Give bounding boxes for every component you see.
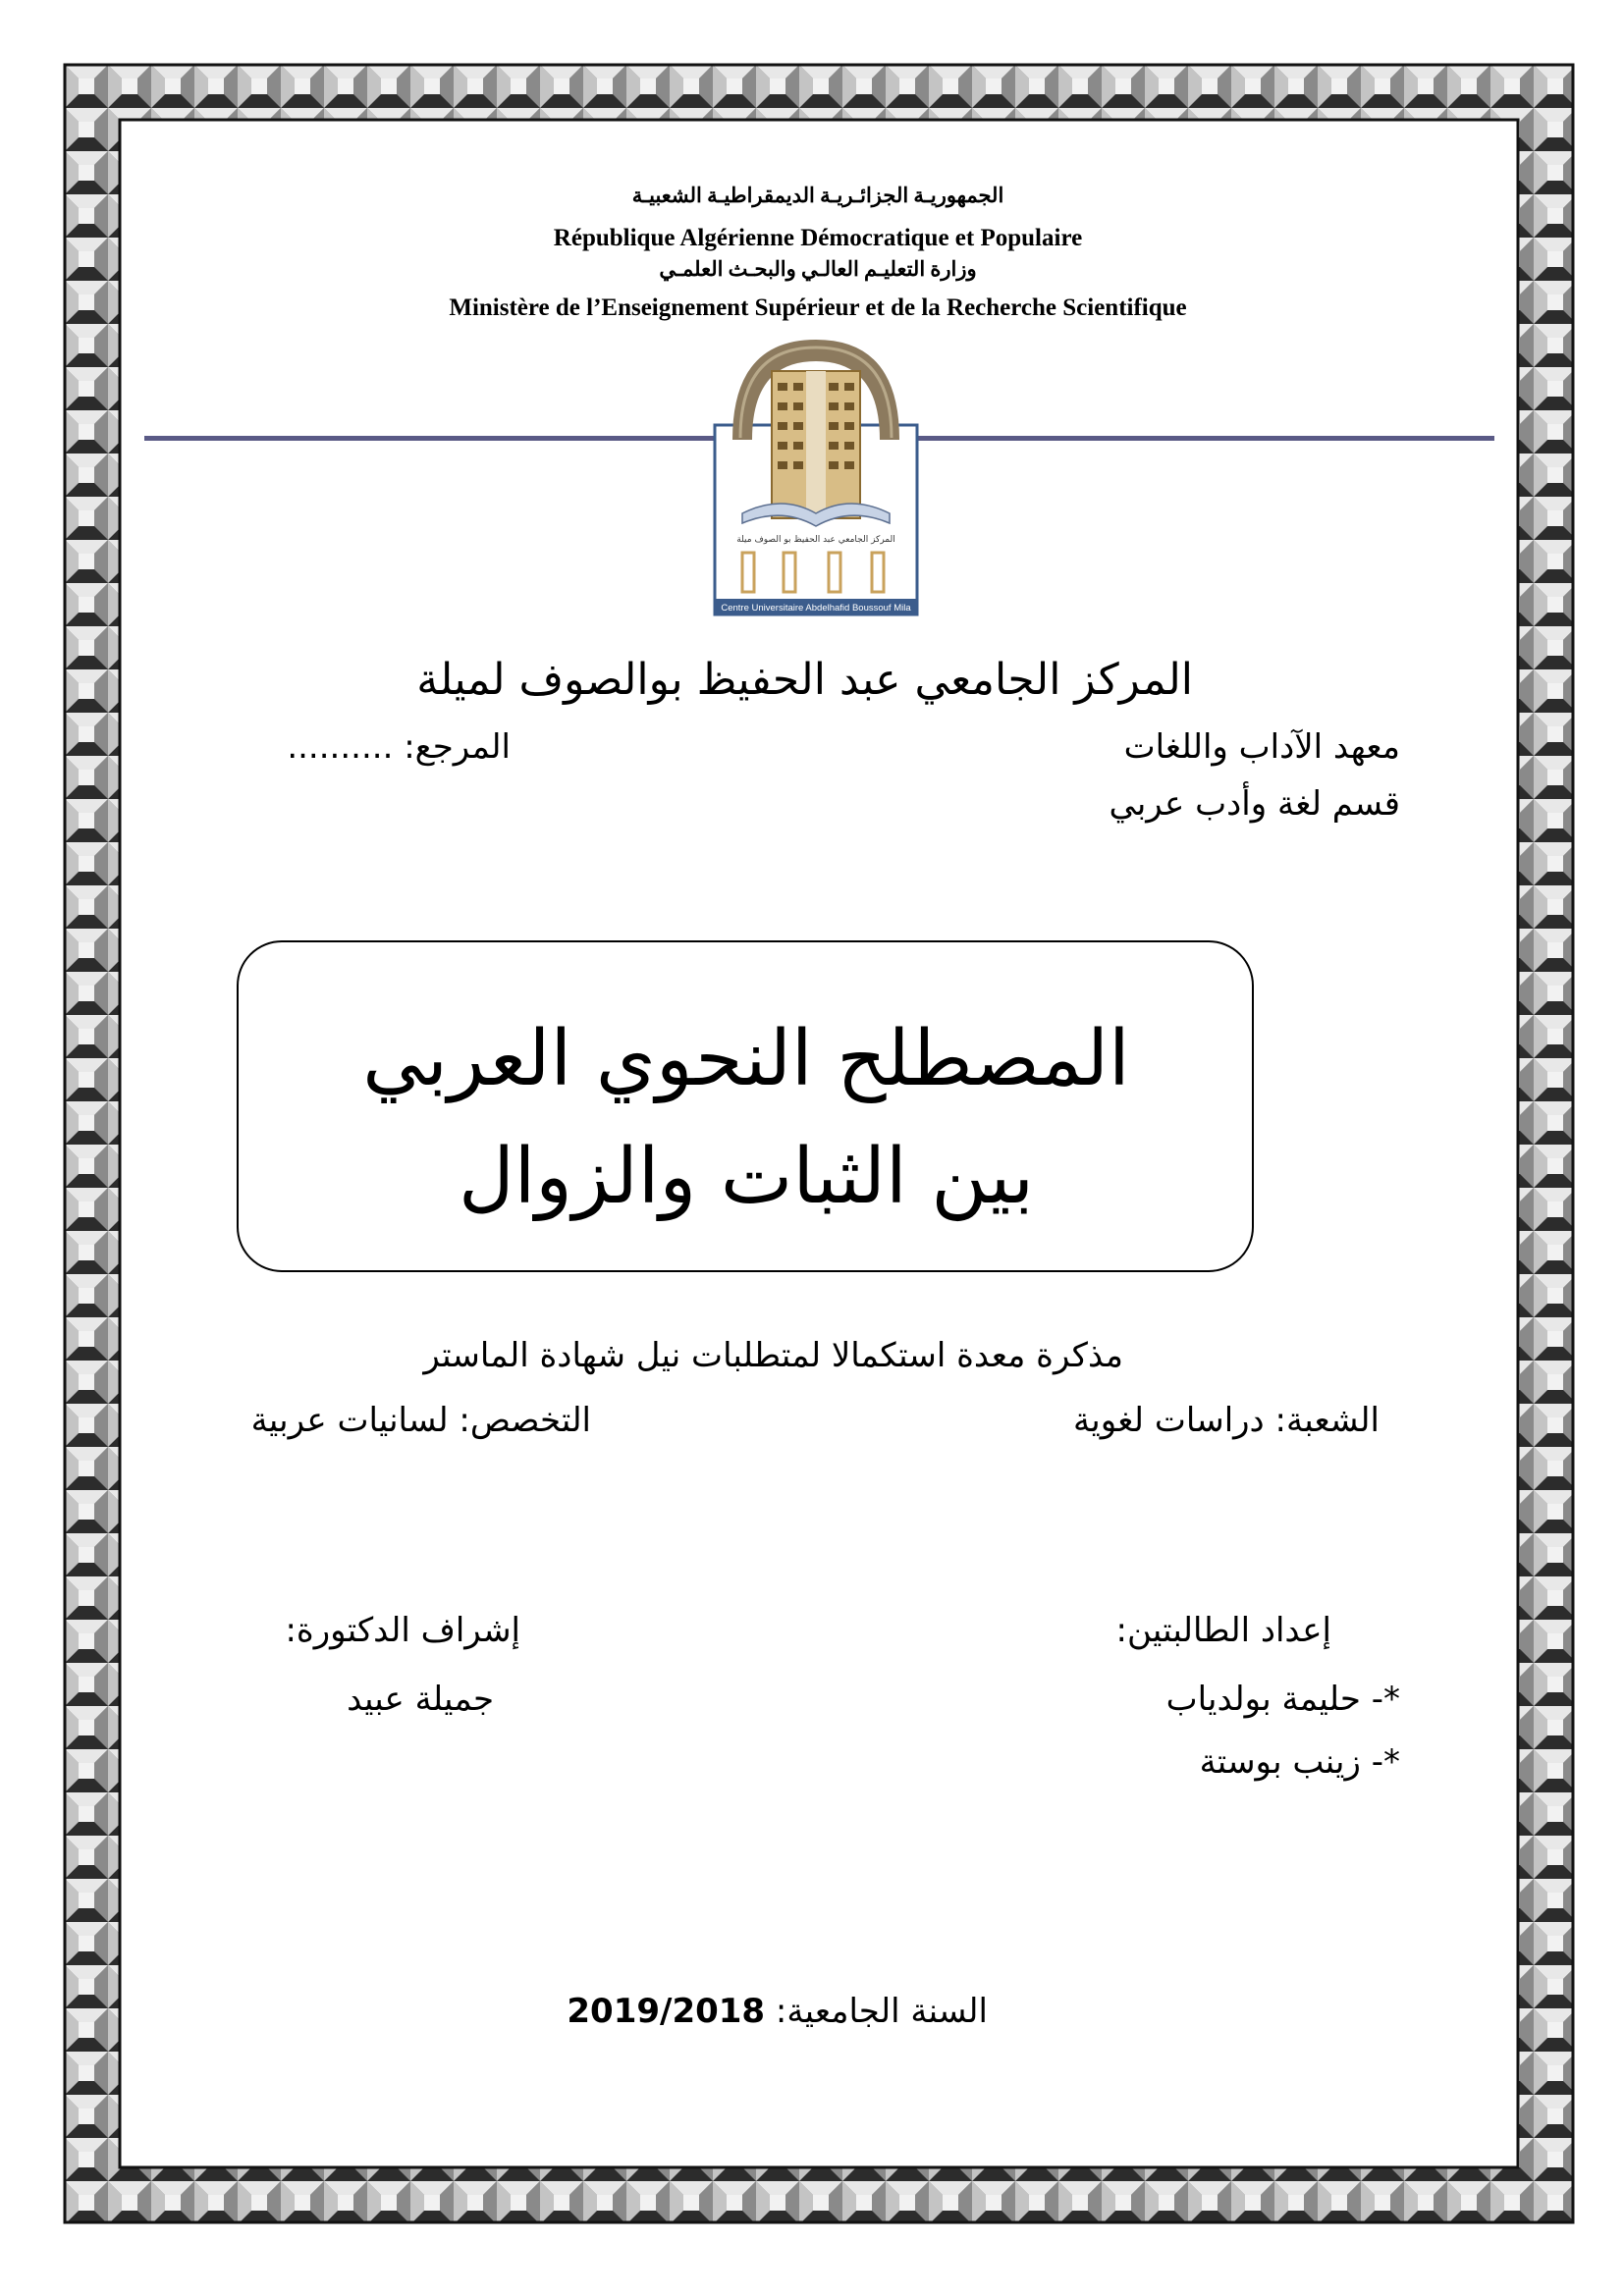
ministry-name-french: Ministère de l’Enseignement Supérieur et de la Recherche Scientifique (449, 294, 1187, 321)
logo-caption-arabic (736, 535, 894, 545)
svg-text:المركز الجامعي عبد الحفيظ بو ا: المركز الجامعي عبد الحفيظ بو الصوف ميلة (736, 535, 895, 545)
republic-name-arabic: الجمهوريـة الجزائـريـة الديمقراطيـة الشعبيـة (631, 184, 1004, 207)
university-logo (713, 332, 919, 616)
thesis-title-line-2: بين الثبات والزوال (458, 1133, 1035, 1221)
student-name-1: *- حليمة بولدياب (1165, 1680, 1400, 1719)
branch-field: الشعبة: دراسات لغوية (1073, 1401, 1380, 1440)
thesis-title-line-1: المصطلح النحوي العربي (362, 1015, 1130, 1103)
reference-number: المرجع: .......... (287, 727, 511, 767)
supervision-label: إشراف الدكتورة: (285, 1611, 520, 1650)
student-name-2: *- زينب بوستة (1199, 1742, 1400, 1782)
supervisor-name: جميلة عبيد (347, 1680, 494, 1719)
academic-year-value: 2019/2018 (567, 1992, 766, 2031)
republic-name-french: République Algérienne Démocratique et Populaire (553, 225, 1083, 251)
academic-year (567, 1993, 988, 2031)
ministry-name-arabic: وزارة التعليـم العالـي والبحـث العلمـي (659, 257, 977, 281)
svg-text:Centre Universitaire Abdelhafi: Centre Universitaire Abdelhafid Boussouf Mila (721, 603, 911, 614)
header-rule-right (913, 436, 1494, 441)
logo-caption-french (721, 603, 911, 614)
institute-name: معهد الآداب واللغات (1123, 727, 1400, 767)
thesis-title-box (237, 940, 1254, 1272)
university-center-name: المركز الجامعي عبد الحفيظ بوالصوف لميلة (416, 655, 1193, 705)
specialization-field: التخصص: لسانيات عربية (250, 1401, 591, 1440)
prepared-by-label: إعداد الطالبتين: (1115, 1611, 1331, 1650)
academic-year-label: السنة الجامعية: (765, 1992, 988, 2031)
header-rule-left (144, 436, 717, 441)
memo-description: مذكرة معدة استكمالا لمتطلبات نيل شهادة الماستر (423, 1336, 1123, 1375)
department-name: قسم لغة وأدب عربي (1109, 784, 1400, 824)
